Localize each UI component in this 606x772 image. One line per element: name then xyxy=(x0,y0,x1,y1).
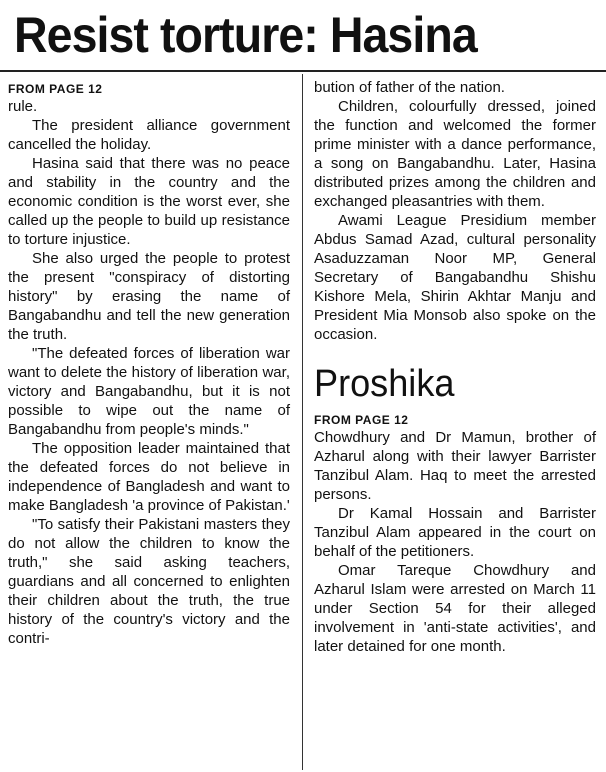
from-page-label: FROM PAGE 12 xyxy=(8,82,103,96)
paragraph: bution of father of the nation. xyxy=(314,79,505,96)
paragraph: Hasina said that there was no peace and stability in the country and the economic condition is the worst ever, she called up the people to build up resistance to torture injustice. xyxy=(8,155,290,248)
paragraph: Children, colourfully dressed, joined the function and welcomed the former prime minister with a dance performance, a song on Bangabandhu. Later, Hasina distributed prizes among the children and exchanged pleasantries with them. xyxy=(314,98,596,210)
paragraph: "The defeated forces of liberation war want to delete the history of liberation war, victory and Bangabandhu, but it is not possible to wipe out the name of Bangabandhu from people's minds." xyxy=(8,345,290,438)
headline-rule xyxy=(0,70,606,72)
paragraph: Omar Tareque Chowdhury and Azharul Islam were arrested on March 11 under Section 54 for their alleged involvement in 'anti-state activities', and later detained for one month. xyxy=(314,562,596,655)
right-column xyxy=(314,78,596,656)
left-column xyxy=(8,78,290,648)
column-divider xyxy=(302,74,303,770)
headline: Resist torture: Hasina xyxy=(14,7,477,63)
paragraph: She also urged the people to protest the present "conspiracy of distorting history" by erasing the name of Bangabandhu and tell the new generation the truth. xyxy=(8,250,290,343)
paragraph: Awami League Presidium member Abdus Samad Azad, cultural personality Asaduzzaman Noor MP, General Secretary of Bangabandhu Shishu Kishore Mela, Shirin Akhtar Manju and President Mia Monsob also spoke on the occasion. xyxy=(314,212,596,343)
paragraph: Chowdhury and Dr Mamun, brother of Azharul along with their lawyer Barrister Tanzibul Alam. Haq to meet the arrested persons. xyxy=(314,429,596,503)
paragraph: rule. xyxy=(8,98,38,115)
subhead-proshika: Proshika xyxy=(314,363,455,405)
paragraph: "To satisfy their Pakistani masters they do not allow the children to know the truth," she said asking teachers, guardians and all concerned to enlighten their children about the truth, the true history of the country's victory and the contri- xyxy=(8,516,290,647)
paragraph: The opposition leader maintained that the defeated forces do not believe in independence of Bangladesh and want to make Bangladesh 'a province of Pakistan.' xyxy=(8,440,290,514)
paragraph: The president alliance government cancelled the holiday. xyxy=(8,117,290,153)
paragraph: Dr Kamal Hossain and Barrister Tanzibul Alam appeared in the court on behalf of the petitioners. xyxy=(314,505,596,560)
from-page-label: FROM PAGE 12 xyxy=(314,413,409,427)
